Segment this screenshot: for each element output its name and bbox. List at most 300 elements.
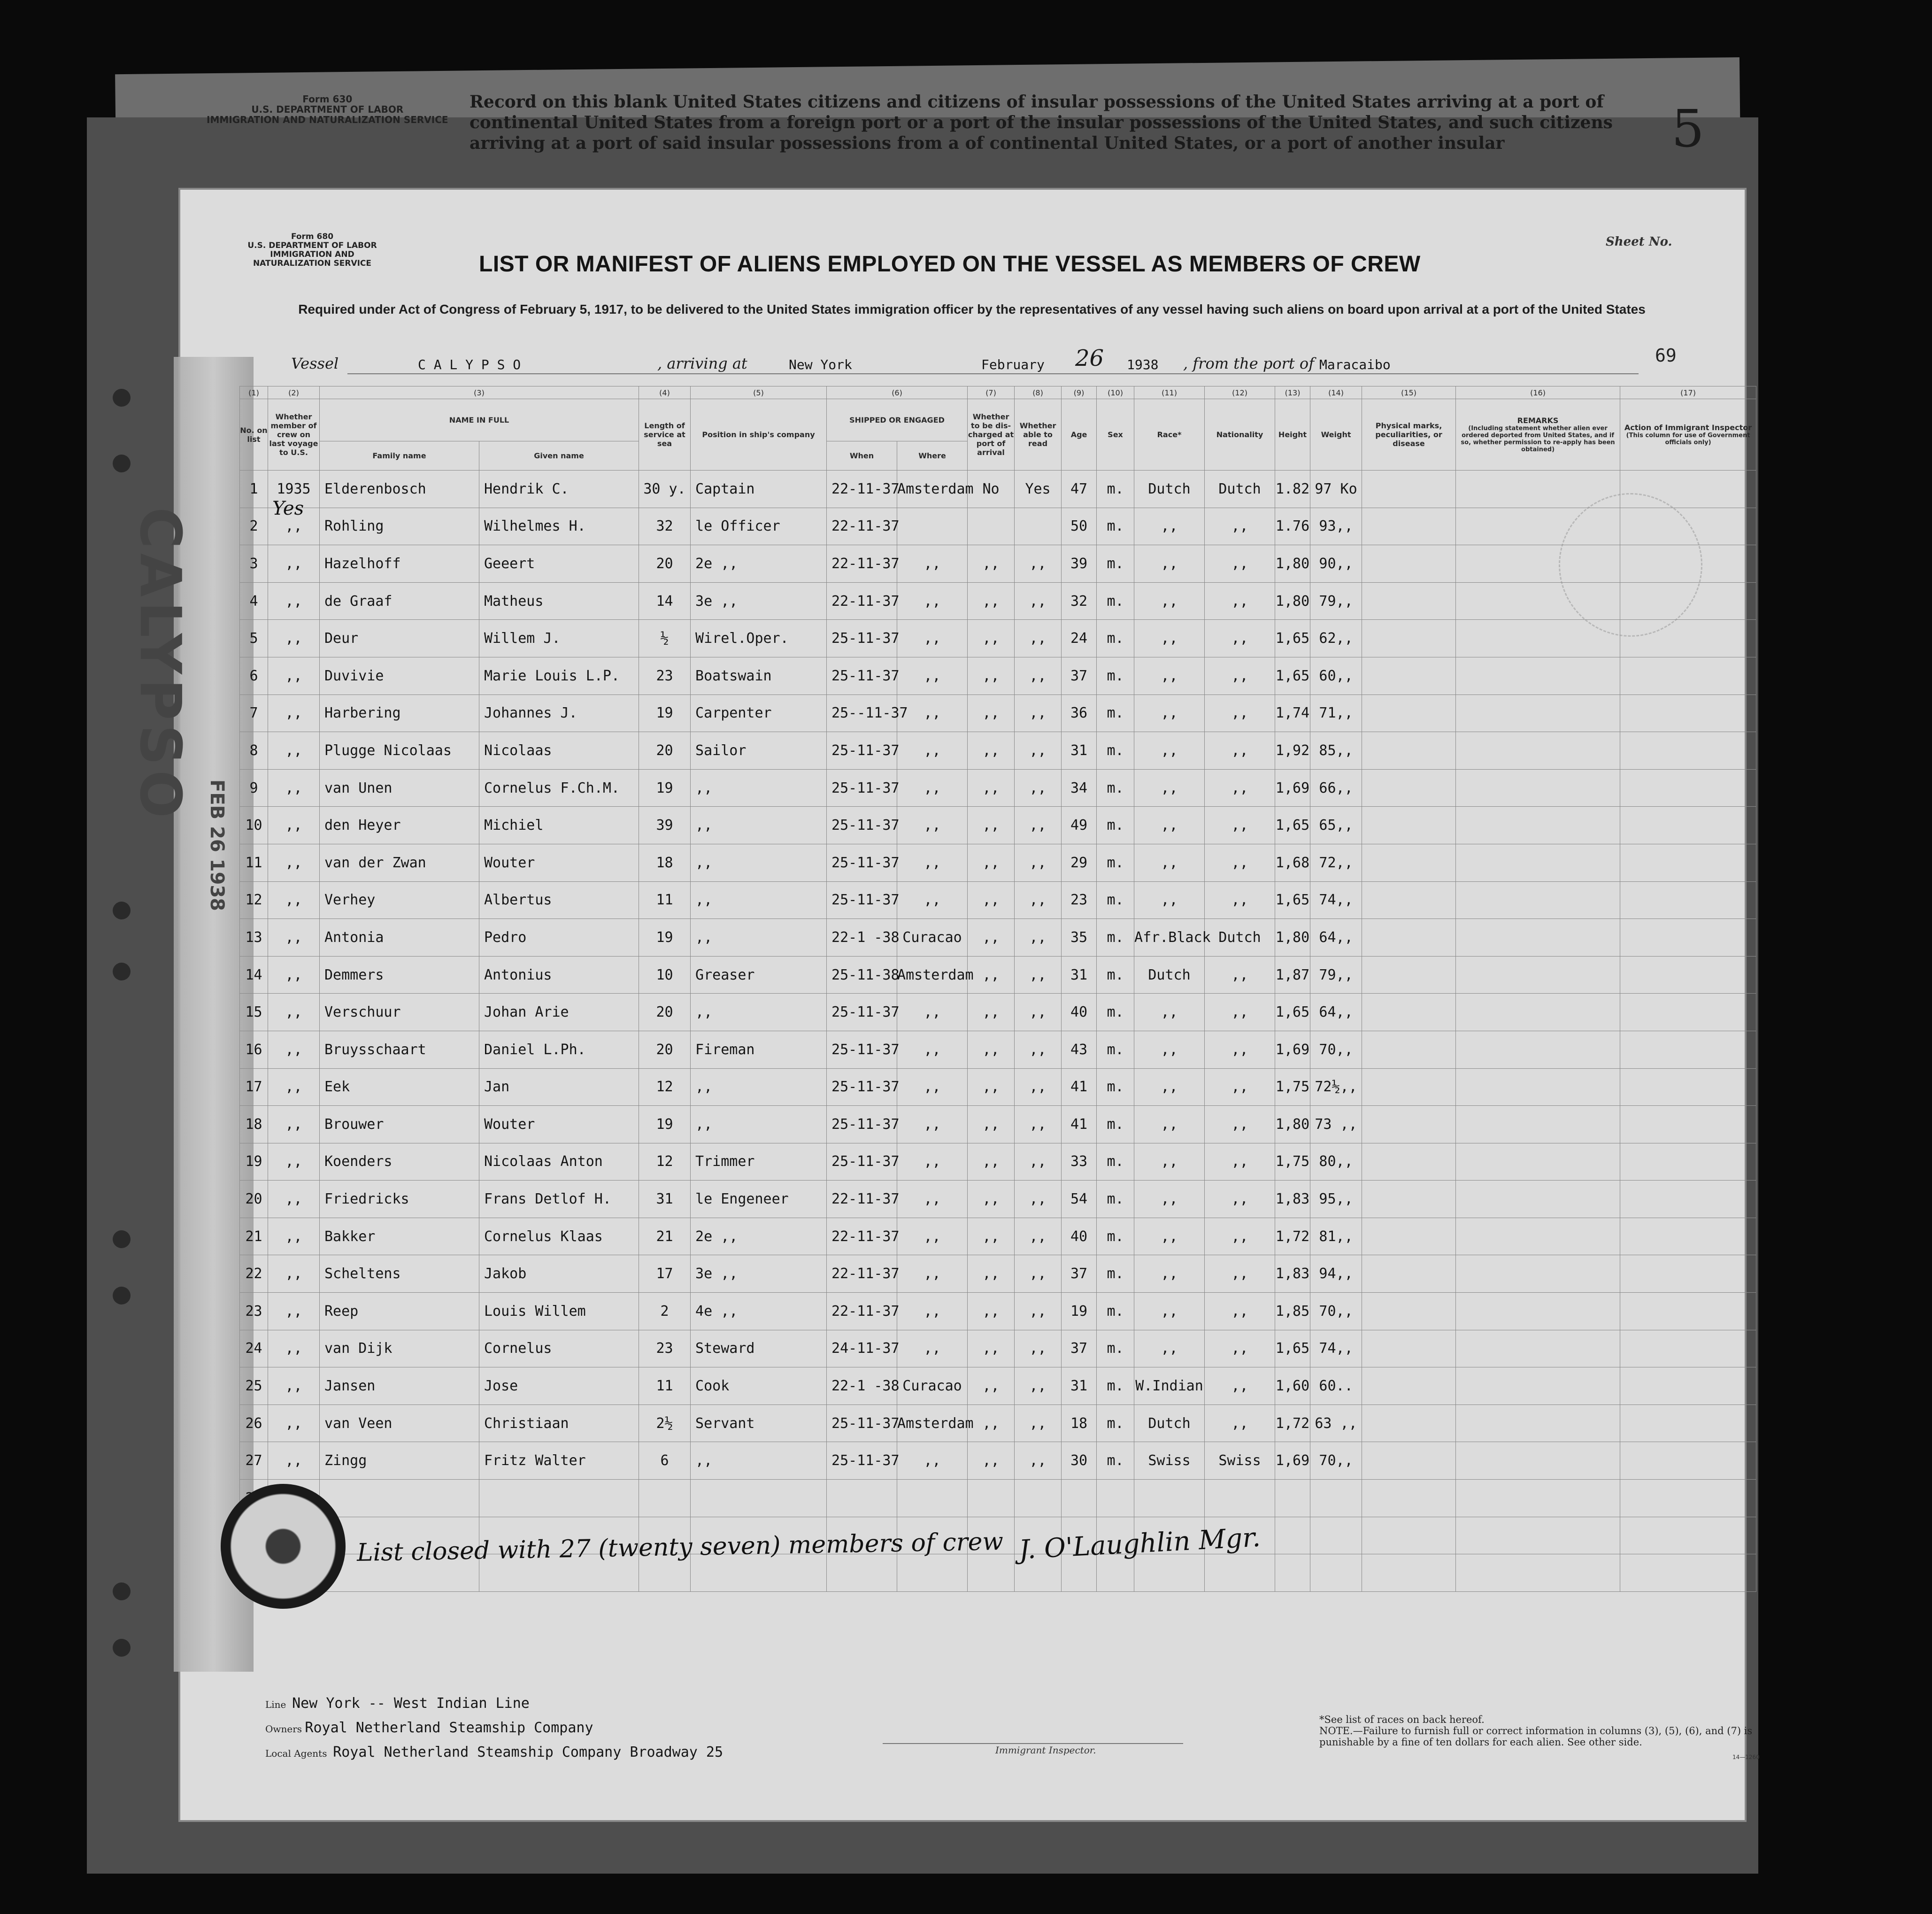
crew-when-cell: 25-11-37 (827, 844, 897, 881)
footer-owners-row (265, 1720, 723, 1744)
crew-marks-cell (1362, 1255, 1456, 1293)
crew-nat-cell: ,, (1205, 545, 1275, 583)
crew-given-cell: Cornelus (479, 1330, 639, 1367)
crew-height-cell: 1,65 (1275, 1330, 1310, 1367)
crew-remarks-cell (1456, 1181, 1620, 1218)
crew-disch-cell (968, 1554, 1015, 1592)
crew-read-cell: ,, (1015, 994, 1062, 1031)
crew-disch-cell: ,, (968, 994, 1015, 1031)
crew-family-cell: Antonia (320, 919, 479, 957)
crew-no-cell: 13 (240, 919, 268, 957)
crew-nat-cell: ,, (1205, 1106, 1275, 1143)
crew-disch-cell: ,, (968, 1218, 1015, 1255)
crew-action-cell (1620, 1181, 1756, 1218)
crew-marks-cell (1362, 1068, 1456, 1106)
underlying-form-id: Form 630 U.S. DEPARTMENT OF LABOR IMMIGRATION AND NATURALIZATION SERVICE (207, 93, 448, 125)
crew-nat-cell: ,, (1205, 1068, 1275, 1106)
crew-height-cell: 1,74 (1275, 695, 1310, 732)
crew-no-cell: 24 (240, 1330, 268, 1367)
crew-service-cell: 11 (639, 1367, 691, 1405)
crew-nat-cell: ,, (1205, 769, 1275, 807)
crew-sex-cell: m. (1097, 844, 1134, 881)
crew-age-cell: 19 (1062, 1293, 1097, 1330)
consular-seal-icon (221, 1484, 346, 1609)
crew-action-cell (1620, 1255, 1756, 1293)
binder-hole-icon (113, 455, 131, 472)
column-number-row (240, 386, 1756, 399)
crew-family-cell: Brouwer (320, 1106, 479, 1143)
crew-position-cell: Steward (691, 1330, 827, 1367)
table-row (240, 1255, 1756, 1293)
crew-marks-cell (1362, 1367, 1456, 1405)
crew-action-cell (1620, 1480, 1756, 1517)
crew-manifest-table (239, 386, 1756, 1592)
crew-given-cell: Johannes J. (479, 695, 639, 732)
crew-action-cell (1620, 620, 1756, 657)
crew-remarks-cell (1456, 1106, 1620, 1143)
crew-where-cell: ,, (897, 1068, 968, 1106)
crew-disch-cell: ,, (968, 844, 1015, 881)
crew-height-cell (1275, 1480, 1310, 1517)
crew-no-cell: 19 (240, 1143, 268, 1181)
crew-last-cell: ,, (268, 919, 320, 957)
crew-family-cell: Harbering (320, 695, 479, 732)
crew-marks-cell (1362, 657, 1456, 695)
crew-last-cell: ,, (268, 657, 320, 695)
crew-action-cell (1620, 956, 1756, 994)
crew-sex-cell: m. (1097, 1143, 1134, 1181)
form-identifier: Form 680 U.S. DEPARTMENT OF LABOR IMMIGRATION AND NATURALIZATION SERVICE (247, 232, 377, 268)
crew-no-cell: 25 (240, 1367, 268, 1405)
crew-no-cell: 15 (240, 994, 268, 1031)
crew-disch-cell: ,, (968, 1031, 1015, 1068)
crew-position-cell: Boatswain (691, 657, 827, 695)
crew-service-cell: 21 (639, 1218, 691, 1255)
page-number: 69 (1655, 345, 1677, 366)
crew-last-cell: ,, (268, 508, 320, 545)
crew-height-cell: 1,68 (1275, 844, 1310, 881)
crew-race-cell (1134, 1480, 1205, 1517)
crew-sex-cell: m. (1097, 807, 1134, 844)
crew-family-cell: Verhey (320, 881, 479, 919)
crew-disch-cell: ,, (968, 807, 1015, 844)
crew-nat-cell (1205, 1480, 1275, 1517)
crew-service-cell: 19 (639, 919, 691, 957)
crew-remarks-cell (1456, 1218, 1620, 1255)
crew-remarks-cell (1456, 1068, 1620, 1106)
crew-where-cell: Amsterdam (897, 1405, 968, 1442)
inspector-label: Immigrant Inspector. (995, 1744, 1096, 1756)
crew-no-cell: 21 (240, 1218, 268, 1255)
crew-sex-cell: m. (1097, 1031, 1134, 1068)
crew-nat-cell: ,, (1205, 1293, 1275, 1330)
crew-given-cell: Geeert (479, 545, 639, 583)
crew-action-cell (1620, 1367, 1756, 1405)
crew-where-cell: Amsterdam (897, 471, 968, 508)
table-row (240, 1480, 1756, 1517)
crew-family-cell: Verschuur (320, 994, 479, 1031)
crew-action-cell (1620, 1218, 1756, 1255)
crew-last-cell: ,, (268, 1255, 320, 1293)
remarks-note: (Including statement whether alien ever ordered deported from United States, and if so, whether permission to re-apply has been obtained) (1461, 425, 1615, 453)
crew-age-cell: 50 (1062, 508, 1097, 545)
crew-height-cell: 1,72 (1275, 1405, 1310, 1442)
table-row (240, 1293, 1756, 1330)
crew-disch-cell: ,, (968, 1106, 1015, 1143)
crew-where-cell: ,, (897, 1181, 968, 1218)
crew-family-cell: Elderenbosch (320, 471, 479, 508)
crew-marks-cell (1362, 545, 1456, 583)
crew-marks-cell (1362, 769, 1456, 807)
crew-read-cell (1015, 508, 1062, 545)
manifest-footer (265, 1695, 723, 1768)
crew-given-cell: Willem J. (479, 620, 639, 657)
crew-disch-cell: ,, (968, 695, 1015, 732)
crew-sex-cell: m. (1097, 769, 1134, 807)
crew-given-cell: Hendrik C. (479, 471, 639, 508)
column-number: (9) (1062, 386, 1097, 399)
table-row (240, 881, 1756, 919)
crew-no-cell: 22 (240, 1255, 268, 1293)
crew-age-cell: 37 (1062, 1255, 1097, 1293)
crew-marks-cell (1362, 1554, 1456, 1592)
crew-service-cell: 17 (639, 1255, 691, 1293)
crew-last-cell: ,, (268, 1405, 320, 1442)
crew-when-cell: 25-11-37 (827, 807, 897, 844)
footer-line-row (265, 1695, 723, 1720)
crew-height-cell: 1,80 (1275, 919, 1310, 957)
crew-height-cell (1275, 1554, 1310, 1592)
crew-when-cell: 25-11-37 (827, 1106, 897, 1143)
crew-read-cell: ,, (1015, 582, 1062, 620)
handwritten-signature: J. O'Laughlin Mgr. (1018, 1522, 1262, 1566)
crew-when-cell: 22-11-37 (827, 1293, 897, 1330)
crew-height-cell: 1,80 (1275, 545, 1310, 583)
column-header-row (240, 399, 1756, 441)
crew-disch-cell: No (968, 471, 1015, 508)
crew-remarks-cell (1456, 1143, 1620, 1181)
crew-remarks-cell (1456, 1442, 1620, 1480)
crew-marks-cell (1362, 1031, 1456, 1068)
crew-family-cell (320, 1480, 479, 1517)
table-row (240, 1367, 1756, 1405)
crew-service-cell: 20 (639, 732, 691, 770)
crew-sex-cell: m. (1097, 1367, 1134, 1405)
crew-family-cell: den Heyer (320, 807, 479, 844)
crew-given-cell: Christiaan (479, 1405, 639, 1442)
crew-last-cell: ,, (268, 807, 320, 844)
crew-marks-cell (1362, 1218, 1456, 1255)
crew-race-cell (1134, 1554, 1205, 1592)
crew-service-cell: 11 (639, 881, 691, 919)
crew-remarks-cell (1456, 919, 1620, 957)
crew-marks-cell (1362, 1517, 1456, 1554)
crew-disch-cell: ,, (968, 1068, 1015, 1106)
crew-sex-cell: m. (1097, 620, 1134, 657)
crew-when-cell: 25-11-37 (827, 1442, 897, 1480)
crew-no-cell: 1 (240, 471, 268, 508)
crew-marks-cell (1362, 1106, 1456, 1143)
table-row (240, 1218, 1756, 1255)
crew-marks-cell (1362, 1143, 1456, 1181)
crew-action-cell (1620, 919, 1756, 957)
crew-position-cell: ,, (691, 769, 827, 807)
crew-weight-cell: 74,, (1310, 1330, 1362, 1367)
binder-hole-icon (113, 1230, 131, 1248)
crew-no-cell: 20 (240, 1181, 268, 1218)
crew-read-cell: ,, (1015, 1330, 1062, 1367)
table-row (240, 620, 1756, 657)
crew-last-cell: ,, (268, 1293, 320, 1330)
crew-no-cell: 12 (240, 881, 268, 919)
crew-last-cell: ,, (268, 1442, 320, 1480)
line-label: Line (265, 1699, 286, 1710)
crew-nat-cell: Dutch (1205, 919, 1275, 957)
crew-race-cell: ,, (1134, 1218, 1205, 1255)
crew-read-cell: ,, (1015, 545, 1062, 583)
crew-when-cell: 22-11-37 (827, 471, 897, 508)
crew-action-cell (1620, 769, 1756, 807)
binder-hole-icon (113, 902, 131, 919)
crew-service-cell: 10 (639, 956, 691, 994)
table-row (240, 471, 1756, 508)
crew-action-cell (1620, 1442, 1756, 1480)
crew-given-cell: Antonius (479, 956, 639, 994)
col-header-no: No. on list (240, 399, 268, 471)
table-row (240, 1106, 1756, 1143)
crew-position-cell: ,, (691, 1442, 827, 1480)
crew-remarks-cell (1456, 807, 1620, 844)
crew-where-cell: ,, (897, 657, 968, 695)
crew-given-cell: Frans Detlof H. (479, 1181, 639, 1218)
crew-when-cell: 25-11-37 (827, 1068, 897, 1106)
crew-age-cell: 39 (1062, 545, 1097, 583)
arrival-port: New York (789, 357, 852, 372)
col-header-remarks (1456, 399, 1620, 471)
crew-age-cell: 35 (1062, 919, 1097, 957)
crew-remarks-cell (1456, 620, 1620, 657)
crew-given-cell: Jakob (479, 1255, 639, 1293)
crew-height-cell: 1,60 (1275, 1367, 1310, 1405)
crew-where-cell: ,, (897, 1330, 968, 1367)
crew-where-cell (897, 1554, 968, 1592)
crew-nat-cell (1205, 1554, 1275, 1592)
crew-where-cell (897, 1480, 968, 1517)
crew-no-cell: 14 (240, 956, 268, 994)
crew-action-cell (1620, 545, 1756, 583)
crew-read-cell: ,, (1015, 1442, 1062, 1480)
remarks-title: REMARKS (1517, 416, 1559, 425)
crew-height-cell: 1,65 (1275, 881, 1310, 919)
col-header-when: When (827, 441, 897, 471)
crew-service-cell: 2 (639, 1293, 691, 1330)
crew-disch-cell: ,, (968, 1405, 1015, 1442)
crew-given-cell: Pedro (479, 919, 639, 957)
crew-race-cell: ,, (1134, 508, 1205, 545)
crew-action-cell (1620, 1068, 1756, 1106)
crew-race-cell: Dutch (1134, 956, 1205, 994)
crew-where-cell: ,, (897, 807, 968, 844)
crew-marks-cell (1362, 1293, 1456, 1330)
crew-last-cell: ,, (268, 1218, 320, 1255)
crew-service-cell: 19 (639, 1106, 691, 1143)
crew-family-cell: de Graaf (320, 582, 479, 620)
crew-height-cell: 1,80 (1275, 582, 1310, 620)
crew-sex-cell: m. (1097, 881, 1134, 919)
crew-sex-cell: m. (1097, 582, 1134, 620)
crew-marks-cell (1362, 807, 1456, 844)
crew-read-cell: ,, (1015, 657, 1062, 695)
crew-when-cell: 25-11-37 (827, 620, 897, 657)
crew-no-cell: 23 (240, 1293, 268, 1330)
crew-weight-cell: 70,, (1310, 1442, 1362, 1480)
crew-marks-cell (1362, 508, 1456, 545)
crew-family-cell: Rohling (320, 508, 479, 545)
crew-nat-cell: Dutch (1205, 471, 1275, 508)
table-row (240, 732, 1756, 770)
crew-where-cell: ,, (897, 844, 968, 881)
arriving-label: , arriving at (657, 355, 747, 372)
crew-where-cell: Curacao (897, 1367, 968, 1405)
crew-position-cell: 4e ,, (691, 1293, 827, 1330)
crew-last-cell: ,, (268, 956, 320, 994)
crew-race-cell: ,, (1134, 994, 1205, 1031)
column-number: (12) (1205, 386, 1275, 399)
crew-when-cell: 24-11-37 (827, 1330, 897, 1367)
crew-when-cell: 22-11-37 (827, 545, 897, 583)
crew-service-cell: 20 (639, 1031, 691, 1068)
crew-age-cell: 49 (1062, 807, 1097, 844)
crew-read-cell: Yes (1015, 471, 1062, 508)
crew-age-cell: 47 (1062, 471, 1097, 508)
table-row (240, 695, 1756, 732)
crew-remarks-cell (1456, 657, 1620, 695)
binder-hole-icon (113, 389, 131, 407)
crew-no-cell: 4 (240, 582, 268, 620)
col-header-nationality: Nationality (1205, 399, 1275, 471)
table-row (240, 919, 1756, 957)
crew-marks-cell (1362, 994, 1456, 1031)
crew-given-cell (479, 1480, 639, 1517)
crew-nat-cell: Swiss (1205, 1442, 1275, 1480)
crew-age-cell: 30 (1062, 1442, 1097, 1480)
crew-age-cell: 31 (1062, 1367, 1097, 1405)
crew-given-cell: Fritz Walter (479, 1442, 639, 1480)
crew-weight-cell: 72,, (1310, 844, 1362, 881)
crew-no-cell: 10 (240, 807, 268, 844)
column-number: (2) (268, 386, 320, 399)
agents-value: Royal Netherland Steamship Company Broadway 25 (333, 1744, 724, 1760)
crew-race-cell: ,, (1134, 881, 1205, 919)
crew-height-cell: 1,83 (1275, 1255, 1310, 1293)
crew-sex-cell: m. (1097, 1218, 1134, 1255)
crew-service-cell: 12 (639, 1068, 691, 1106)
crew-age-cell: 31 (1062, 956, 1097, 994)
crew-remarks-cell (1456, 695, 1620, 732)
crew-where-cell: ,, (897, 582, 968, 620)
crew-read-cell: ,, (1015, 919, 1062, 957)
crew-where-cell: ,, (897, 1143, 968, 1181)
crew-service-cell: 2½ (639, 1405, 691, 1442)
crew-height-cell: 1,69 (1275, 1031, 1310, 1068)
crew-nat-cell: ,, (1205, 657, 1275, 695)
crew-when-cell: 25-11-37 (827, 769, 897, 807)
crew-position-cell: ,, (691, 919, 827, 957)
crew-sex-cell: m. (1097, 1405, 1134, 1442)
col-header-service: Length of service at sea (639, 399, 691, 471)
crew-sex-cell: m. (1097, 1106, 1134, 1143)
crew-sex-cell: m. (1097, 508, 1134, 545)
owners-value: Royal Netherland Steamship Company (305, 1720, 593, 1736)
crew-height-cell: 1,65 (1275, 620, 1310, 657)
crew-position-cell: Trimmer (691, 1143, 827, 1181)
crew-remarks-cell (1456, 1293, 1620, 1330)
crew-remarks-cell (1456, 1480, 1620, 1517)
table-row (240, 1442, 1756, 1480)
crew-family-cell: Jansen (320, 1367, 479, 1405)
crew-last-cell: ,, (268, 844, 320, 881)
crew-read-cell: ,, (1015, 732, 1062, 770)
crew-position-cell: ,, (691, 844, 827, 881)
crew-read-cell: ,, (1015, 1293, 1062, 1330)
crew-disch-cell: ,, (968, 657, 1015, 695)
crew-marks-cell (1362, 1405, 1456, 1442)
crew-when-cell: 25-11-37 (827, 732, 897, 770)
crew-last-cell: 1935 (268, 471, 320, 508)
crew-race-cell: W.Indian (1134, 1367, 1205, 1405)
crew-where-cell: ,, (897, 1293, 968, 1330)
crew-weight-cell: 73 ,, (1310, 1106, 1362, 1143)
crew-sex-cell: m. (1097, 695, 1134, 732)
crew-when-cell (827, 1554, 897, 1592)
crew-action-cell (1620, 994, 1756, 1031)
crew-remarks-cell (1456, 471, 1620, 508)
table-row (240, 1330, 1756, 1367)
crew-weight-cell (1310, 1554, 1362, 1592)
crew-marks-cell (1362, 582, 1456, 620)
crew-given-cell: Albertus (479, 881, 639, 919)
crew-nat-cell: ,, (1205, 732, 1275, 770)
crew-age-cell: 18 (1062, 1405, 1097, 1442)
crew-no-cell: 2 (240, 508, 268, 545)
crew-weight-cell: 72½,, (1310, 1068, 1362, 1106)
crew-nat-cell: ,, (1205, 695, 1275, 732)
crew-disch-cell: ,, (968, 545, 1015, 583)
crew-read-cell: ,, (1015, 1068, 1062, 1106)
crew-last-cell: ,, (268, 1367, 320, 1405)
crew-where-cell: ,, (897, 1218, 968, 1255)
crew-weight-cell: 85,, (1310, 732, 1362, 770)
crew-position-cell: Sailor (691, 732, 827, 770)
crew-no-cell: 8 (240, 732, 268, 770)
crew-no-cell: 7 (240, 695, 268, 732)
crew-age-cell: 31 (1062, 732, 1097, 770)
crew-disch-cell: ,, (968, 1143, 1015, 1181)
crew-when-cell: 22-11-37 (827, 1181, 897, 1218)
crew-remarks-cell (1456, 769, 1620, 807)
crew-marks-cell (1362, 1442, 1456, 1480)
races-note: *See list of races on back hereof. (1319, 1714, 1485, 1725)
crew-action-cell (1620, 881, 1756, 919)
crew-race-cell: ,, (1134, 582, 1205, 620)
crew-read-cell: ,, (1015, 881, 1062, 919)
crew-race-cell: ,, (1134, 807, 1205, 844)
crew-action-cell (1620, 582, 1756, 620)
col-header-where: Where (897, 441, 968, 471)
crew-where-cell: Amsterdam (897, 956, 968, 994)
crew-weight-cell: 64,, (1310, 919, 1362, 957)
crew-family-cell: Deur (320, 620, 479, 657)
